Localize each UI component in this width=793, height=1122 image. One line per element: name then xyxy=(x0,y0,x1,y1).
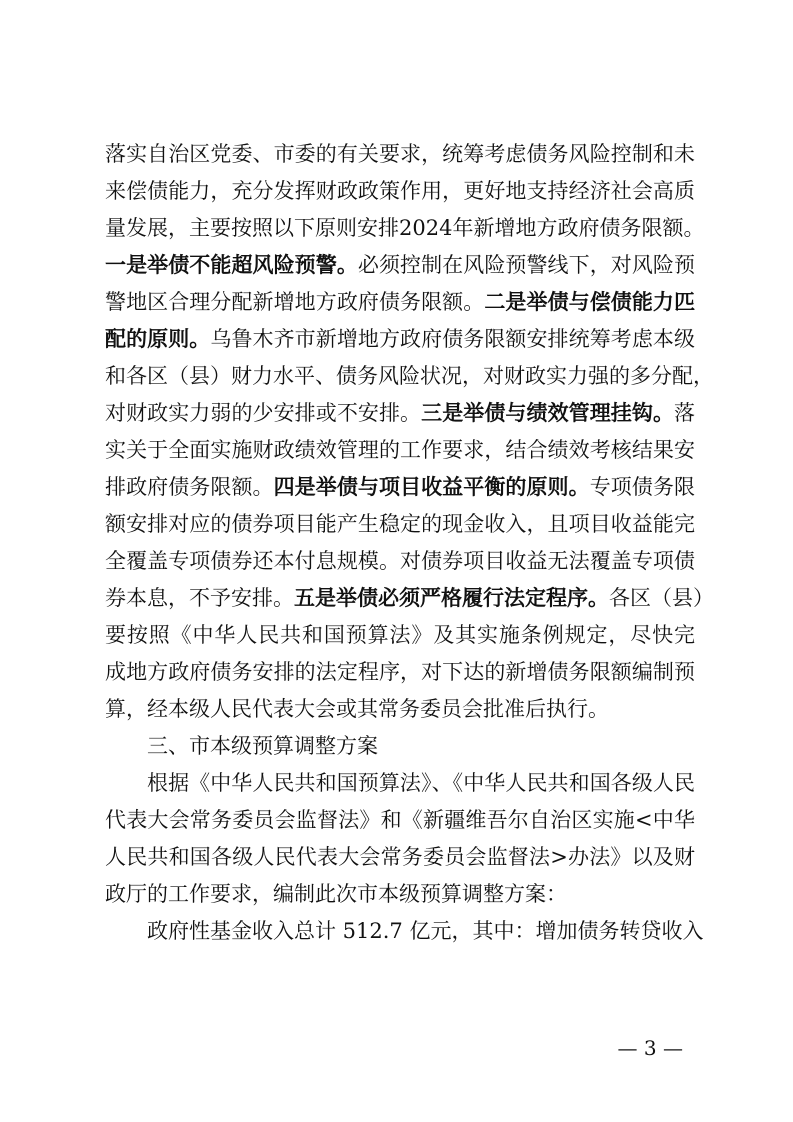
principle-five: 五是举债必须严格履行法定程序。 xyxy=(294,586,609,610)
text-line: 和各区（县）财力水平、债务风险状况，对财政实力强的多分配， xyxy=(105,364,714,388)
body-text xyxy=(105,136,714,950)
text-line: 一是举债不能超风险预警。必须控制在风险预警线下，对风险预 xyxy=(105,253,696,277)
text-line: 对财政实力弱的少安排或不安排。三是举债与绩效管理挂钩。落 xyxy=(105,401,696,425)
principle-one: 一是举债不能超风险预警。 xyxy=(105,253,358,277)
text-line: 人民共和国各级人民代表大会常务委员会监督法>办法》以及财 xyxy=(105,845,695,869)
text-line: 额安排对应的债券项目能产生稳定的现金收入，且项目收益能完 xyxy=(105,512,695,536)
principle-three: 三是举债与绩效管理挂钩。 xyxy=(421,401,675,425)
principle-two: 二是举债与偿债能力匹 xyxy=(484,290,696,314)
text-line: 落实自治区党委、市委的有关要求，统筹考虑债务风险控制和未 xyxy=(105,142,695,166)
text-line: 成地方政府债务安排的法定程序，对下达的新增债务限额编制预 xyxy=(105,660,695,684)
text-line: 警地区合理分配新增地方政府债务限额。二是举债与偿债能力匹 xyxy=(105,290,696,314)
page-number: — 3 — xyxy=(617,1036,683,1060)
text-line: 代表大会常务委员会监督法》和《新疆维吾尔自治区实施<中华 xyxy=(105,808,695,832)
principle-two-end: 配的原则。 xyxy=(105,327,211,351)
text-line: 政厅的工作要求，编制此次市本级预算调整方案： xyxy=(105,882,567,906)
text-line: 根据《中华人民共和国预算法》、《中华人民共和国各级人民 xyxy=(147,771,695,795)
text-line: 要按照《中华人民共和国预算法》及其实施条例规定，尽快完 xyxy=(105,623,695,647)
text-line: 政府性基金收入总计 512.7 亿元，其中：增加债务转贷收入 xyxy=(147,919,704,943)
text-line: 实关于全面实施财政绩效管理的工作要求，结合绩效考核结果安 xyxy=(105,438,695,462)
text-line: 券本息，不予安排。五是举债必须严格履行法定程序。各区（县） xyxy=(105,586,714,610)
text-line: 排政府债务限额。四是举债与项目收益平衡的原则。专项债务限 xyxy=(105,475,696,499)
text-line: 配的原则。乌鲁木齐市新增地方政府债务限额安排统筹考虑本级 xyxy=(105,327,696,351)
principle-four: 四是举债与项目收益平衡的原则。 xyxy=(273,475,590,499)
text-line: 来偿债能力，充分发挥财政政策作用，更好地支持经济社会高质 xyxy=(105,179,695,203)
section-heading: 三、市本级预算调整方案 xyxy=(147,734,378,758)
text-line: 算，经本级人民代表大会或其常务委员会批准后执行。 xyxy=(105,697,609,721)
text-line: 全覆盖专项债券还本付息规模。对债券项目收益无法覆盖专项债 xyxy=(105,549,695,573)
text-line: 量发展，主要按照以下原则安排2024年新增地方政府债务限额。 xyxy=(105,216,705,240)
